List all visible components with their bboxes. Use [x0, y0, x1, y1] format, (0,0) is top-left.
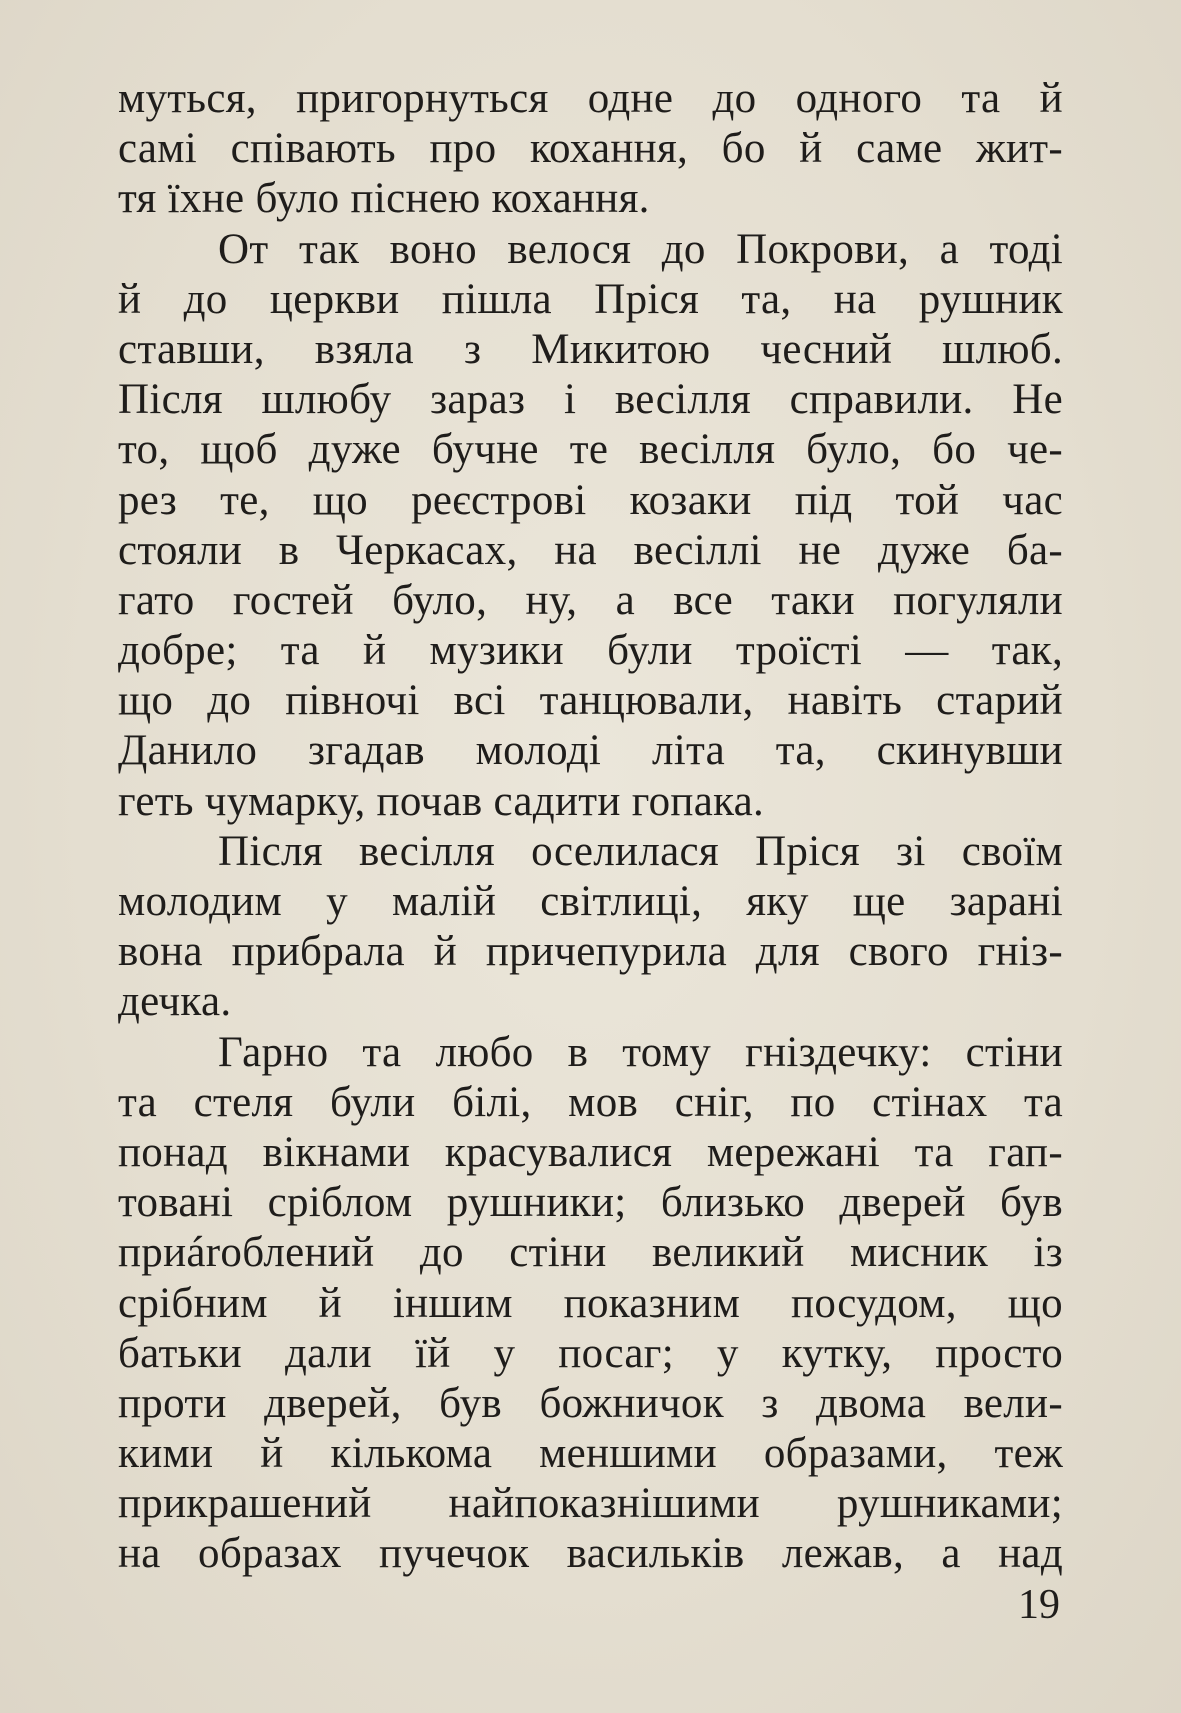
- text-line-2: самі співають про кохання, бо й саме жит-: [118, 125, 1063, 173]
- text-line-22: понад вікнами красувалися мережані та гап-: [118, 1128, 1063, 1176]
- text-line-27: проти дверей, був божничок з двома вели-: [118, 1379, 1063, 1427]
- text-line-3: тя їхне було піснею кохання.: [118, 175, 650, 223]
- text-line-21: та стеля були білі, мов сніг, по стінах та: [118, 1078, 1063, 1126]
- text-line-10: стояли в Черкасах, на весіллі не дуже ба-: [118, 526, 1063, 574]
- text-line-18: вона прибрала й причепурила для свого гніз-: [118, 928, 1063, 976]
- text-line-24: приároблений до стіни великий мисник із: [118, 1229, 1063, 1277]
- text-line-25: срібним й іншим показним посудом, що: [118, 1279, 1063, 1327]
- text-line-5: й до церкви пішла Пріся та, на рушник: [118, 275, 1063, 323]
- text-line-11: гато гостей було, ну, а все таки погуляли: [118, 576, 1063, 624]
- text-line-6: ставши, взяла з Микитою чесний шлюб.: [118, 325, 1063, 373]
- page-number: 19: [1018, 1582, 1060, 1628]
- text-line-19: дечка.: [118, 978, 232, 1026]
- text-line-1: муться, пригорнуться одне до одного та й: [118, 75, 1063, 122]
- text-line-28: кими й кількома меншими образами, теж: [118, 1430, 1063, 1478]
- text-line-29: прикрашений найпоказнішими рушниками;: [118, 1480, 1063, 1528]
- text-line-13: що до півночі всі танцювали, навіть старий: [118, 677, 1063, 725]
- text-line-12: добре; та й музики були троїсті — так,: [118, 627, 1063, 675]
- text-line-16: Після весілля оселилася Пріся зі своїм: [218, 827, 1063, 875]
- text-line-20: Гарно та любо в тому гніздечку: стіни: [218, 1028, 1063, 1076]
- text-line-4: От так воно велося до Покрови, а тоді: [218, 225, 1063, 273]
- text-line-30: на образах пучечок васильків лежав, а над: [118, 1530, 1063, 1578]
- body-text: [118, 74, 1063, 1580]
- text-line-14: Данило згадав молоді літа та, скинувши: [118, 727, 1063, 775]
- text-line-9: рез те, що реєстрові козаки під той час: [118, 476, 1063, 524]
- text-line-17: молодим у малій світлиці, яку ще зарані: [118, 878, 1063, 925]
- text-line-26: батьки дали їй у посаг; у кутку, просто: [118, 1329, 1063, 1377]
- text-line-8: то, щоб дуже бучне те весілля було, бо че-: [118, 426, 1063, 474]
- text-line-23: товані сріблом рушники; близько дверей був: [118, 1179, 1063, 1227]
- text-line-7: Після шлюбу зараз і весілля справили. Не: [118, 376, 1063, 424]
- text-line-15: геть чумарку, почав садити гопака.: [118, 777, 765, 825]
